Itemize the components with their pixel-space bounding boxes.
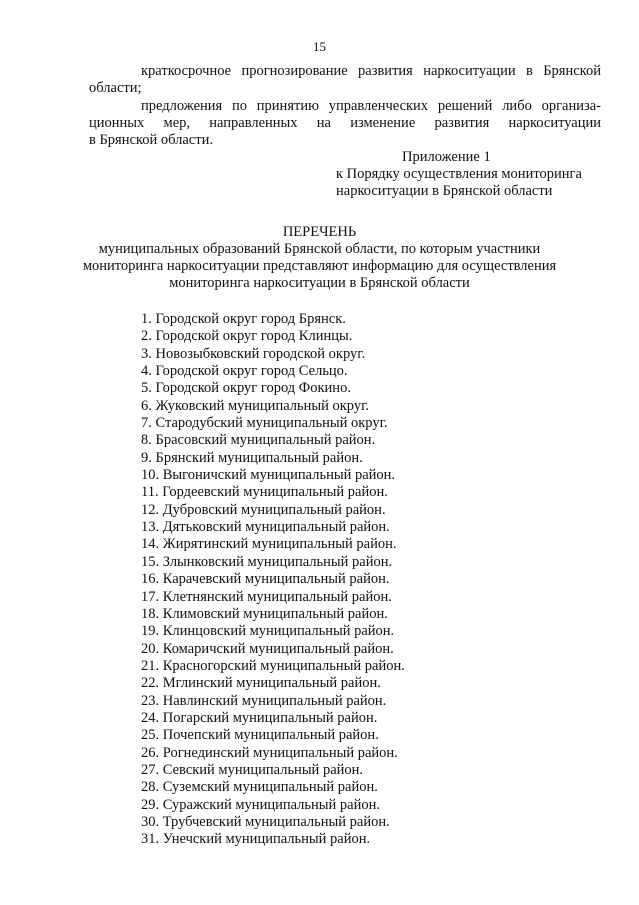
list-item: 11. Гордеевский муниципальный район. [141, 484, 388, 501]
page-number: 15 [313, 39, 326, 54]
appendix-reference-line-1: к Порядку осуществления мониторинга [336, 166, 582, 182]
paragraph-2-line-2: ционных мер, направленных на изменение развития наркоситуации [89, 115, 601, 131]
document-subtitle-line-3: мониторинга наркоситуации в Брянской области [169, 275, 470, 291]
list-item: 21. Красногорский муниципальный район. [141, 657, 405, 674]
list-item: 6. Жуковский муниципальный округ. [141, 397, 370, 414]
list-item: 31. Унечский муниципальный район. [141, 831, 371, 848]
list-item: 7. Стародубский муниципальный округ. [141, 415, 388, 432]
document-subtitle-line-2: мониторинга наркоситуации представляют информацию для осуществления [82, 258, 557, 274]
list-item: 28. Суземский муниципальный район. [141, 779, 378, 796]
list-item: 29. Суражский муниципальный район. [141, 796, 380, 813]
list-item: 30. Трубчевский муниципальный район. [141, 813, 390, 830]
list-item: 1. Городской округ город Брянск. [141, 311, 346, 327]
list-item: 4. Городской округ город Сельцо. [141, 363, 348, 380]
list-item: 3. Новозыбковский городской округ. [141, 345, 366, 362]
list-item: 25. Почепский муниципальный район. [141, 727, 379, 744]
list-item: 12. Дубровский муниципальный район. [141, 501, 386, 518]
list-item: 19. Клинцовский муниципальный район. [141, 623, 395, 640]
list-item: 27. Севский муниципальный район. [141, 761, 364, 778]
list-item: 13. Дятьковский муниципальный район. [141, 519, 390, 536]
appendix-label: Приложение 1 [402, 149, 491, 165]
list-item: 16. Карачевский муниципальный район. [141, 571, 390, 588]
list-item: 23. Навлинский муниципальный район. [141, 692, 387, 709]
paragraph-1-line-1: краткосрочное прогнозирование развития наркоситуации в Брянской [141, 63, 601, 79]
appendix-reference-line-2: наркоситуации в Брянской области [336, 183, 553, 199]
list-item: 15. Злынковский муниципальный район. [141, 553, 393, 570]
list-item: 20. Комаричский муниципальный район. [141, 640, 394, 657]
list-item: 14. Жирятинский муниципальный район. [141, 536, 397, 553]
list-item: 24. Погарский муниципальный район. [141, 709, 378, 726]
paragraph-2-line-1: предложения по принятию управленческих решений либо организа- [141, 98, 601, 114]
list-item: 26. Рогнединский муниципальный район. [141, 744, 398, 761]
list-item: 18. Климовский муниципальный район. [141, 605, 388, 622]
paragraph-1-line-2: области; [89, 80, 142, 96]
list-item: 10. Выгоничский муниципальный район. [141, 467, 396, 484]
document-title: ПЕРЕЧЕНЬ [282, 224, 357, 240]
municipality-list [141, 311, 405, 849]
list-item: 8. Брасовский муниципальный район. [141, 432, 376, 449]
list-item: 9. Брянский муниципальный район. [141, 449, 363, 466]
document-subtitle-line-1: муниципальных образований Брянской области, по которым участники [98, 241, 541, 257]
paragraph-2-line-3: в Брянской области. [89, 132, 213, 148]
list-item: 17. Клетнянский муниципальный район. [141, 588, 392, 605]
list-item: 5. Городской округ город Фокино. [141, 380, 351, 397]
list-item: 2. Городской округ город Клинцы. [141, 328, 353, 345]
list-item: 22. Мглинский муниципальный район. [141, 675, 381, 692]
